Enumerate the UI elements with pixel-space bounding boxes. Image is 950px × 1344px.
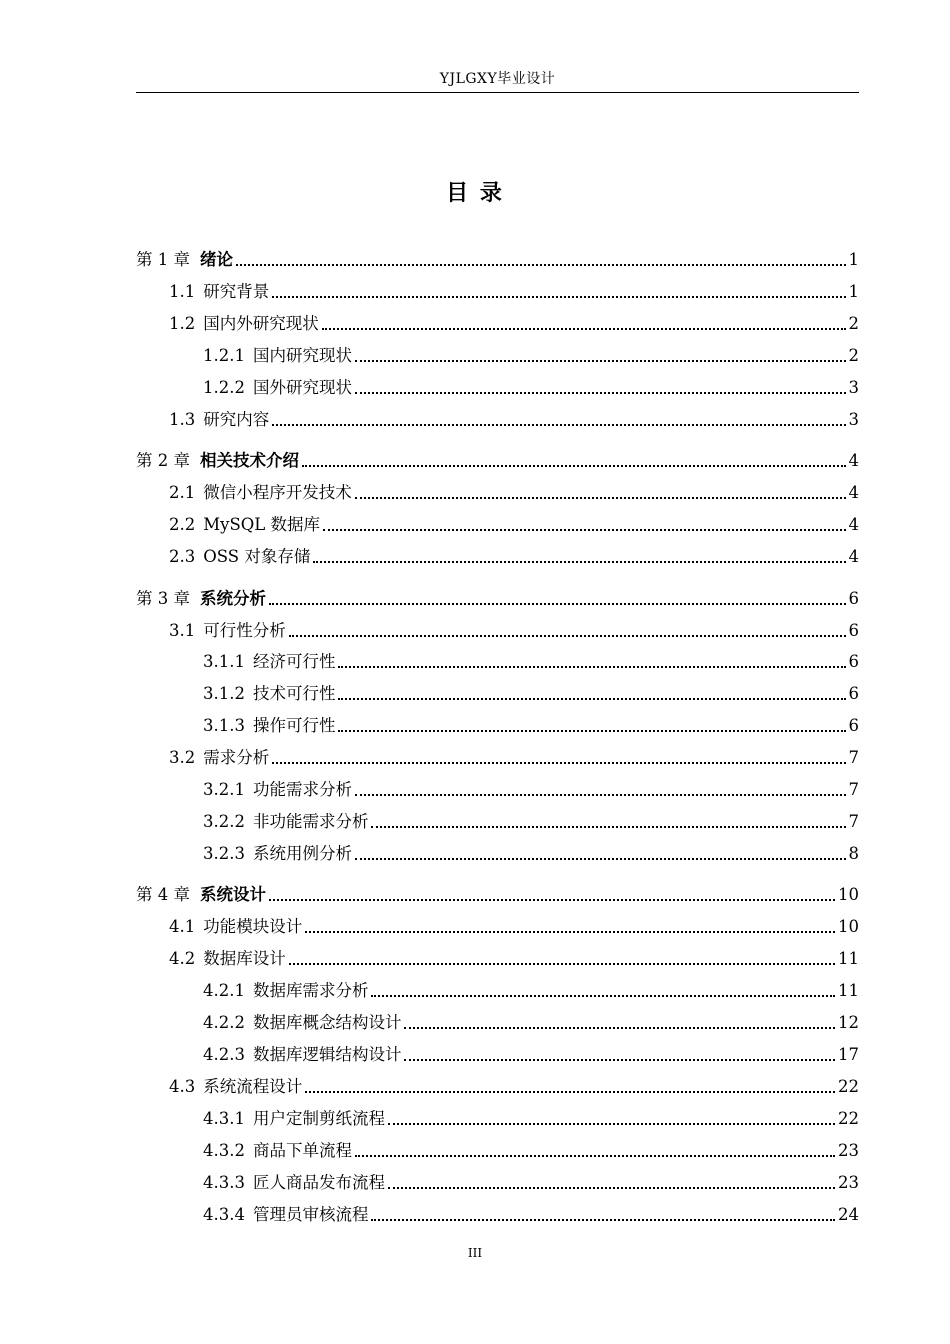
page-number: III [467,1246,483,1260]
toc-dot-leader [272,296,845,298]
toc-dot-leader [289,635,846,637]
toc-entry[interactable] [203,1043,859,1067]
toc-entry-page: 7 [848,780,859,799]
toc-entry-text: 经济可行性 [252,652,336,671]
toc-entry[interactable] [203,979,859,1003]
toc-entry-page: 6 [848,684,859,703]
toc-entry-label [169,481,352,505]
toc-entry[interactable] [203,682,859,706]
toc-entry[interactable] [203,376,859,400]
toc-entry-label [203,778,352,802]
toc-entry[interactable] [203,650,859,674]
toc-entry[interactable] [169,1075,859,1099]
toc-entry-label [169,1075,302,1099]
toc-entry[interactable] [203,842,859,866]
toc-dot-leader [272,762,845,764]
toc-entry[interactable] [136,587,859,611]
toc-entry-page: 10 [838,885,859,904]
toc-entry-page: 3 [848,410,859,429]
toc-entry-page: 17 [838,1045,859,1064]
toc-entry-label [169,915,302,939]
toc-entry-page: 2 [848,346,859,365]
toc-entry-label [169,746,269,770]
toc-entry-label [203,344,352,368]
toc-entry-text: 可行性分析 [203,621,286,640]
toc-entry-number: 4.2.1 [203,981,245,1000]
toc-entry-text: 系统分析 [200,589,266,608]
toc-entry-number: 3.2 [169,748,196,767]
toc-entry-page: 24 [838,1205,859,1224]
toc-entry-page: 4 [848,547,859,566]
toc-entry-label [169,280,269,304]
toc-entry[interactable] [169,746,859,770]
toc-entry-number: 1.2.2 [203,378,245,397]
toc-dot-leader [371,1219,835,1221]
toc-entry-number: 第 1 章 [136,250,190,269]
toc-entry-label [203,842,352,866]
toc-entry-label [169,619,286,643]
toc-dot-leader [302,465,846,467]
toc-dot-leader [388,1187,835,1189]
page-header: YJLGXY毕业设计 [136,66,859,93]
toc-entry-label [169,408,269,432]
toc-entry-page: 6 [848,652,859,671]
toc-entry-number: 2.2 [169,515,196,534]
toc-entry-page: 22 [838,1109,859,1128]
toc-entry-page: 3 [848,378,859,397]
toc-entry-text: 数据库逻辑结构设计 [252,1045,402,1064]
toc-entry-text: 研究背景 [203,282,270,301]
toc-entry-number: 3.2.1 [203,780,245,799]
toc-entry-label [203,1203,368,1227]
toc-entry[interactable] [203,810,859,834]
toc-entry-number: 3.1.2 [203,684,245,703]
toc-entry-text: 微信小程序开发技术 [203,483,352,502]
toc-dot-leader [269,899,835,901]
toc-entry[interactable] [136,248,859,272]
toc-entry[interactable] [136,883,859,907]
toc-entry-number: 4.3.3 [203,1173,245,1192]
toc-entry-label [203,1139,352,1163]
toc-dot-leader [305,931,835,933]
toc-entry-text: 国内研究现状 [252,346,352,365]
toc-dot-leader [338,730,845,732]
toc-entry-label [136,248,233,272]
toc-entry-page: 4 [848,451,859,470]
toc-entry-text: 功能需求分析 [252,780,352,799]
toc-entry-text: 操作可行性 [252,716,336,735]
toc-entry-page: 12 [838,1013,859,1032]
toc-entry[interactable] [169,481,859,505]
toc-entry-page: 7 [848,812,859,831]
toc-entry-page: 6 [848,716,859,735]
toc-entry-text: 研究内容 [203,410,270,429]
toc-entry-page: 23 [838,1173,859,1192]
toc-entry-number: 4.1 [169,917,196,936]
toc-dot-leader [355,392,846,394]
toc-entry-label [203,376,352,400]
toc-dot-leader [313,561,845,563]
toc-entry-label [203,714,335,738]
toc-entry-page: 1 [848,250,859,269]
toc-entry-number: 4.2.2 [203,1013,245,1032]
toc-dot-leader [338,698,845,700]
toc-entry-label [169,312,319,336]
toc-entry-number: 第 3 章 [136,589,190,608]
toc-entry-text: 系统用例分析 [252,844,352,863]
toc-entry-page: 23 [838,1141,859,1160]
toc-entry[interactable] [169,408,859,432]
toc-dot-leader [404,1027,835,1029]
toc-entry-number: 3.2.3 [203,844,245,863]
toc-entry-text: 系统流程设计 [203,1077,303,1096]
toc-entry-number: 2.1 [169,483,196,502]
toc-entry-number: 1.1 [169,282,196,301]
toc-dot-leader [323,529,846,531]
toc-entry-number: 1.3 [169,410,196,429]
toc-entry[interactable] [203,1107,859,1131]
toc-entry[interactable] [203,1171,859,1195]
toc-dot-leader [322,328,846,330]
toc-entry-page: 10 [838,917,859,936]
toc-entry-label [203,1011,401,1035]
toc-dot-leader [305,1091,835,1093]
toc-entry-text: 匠人商品发布流程 [252,1173,385,1192]
toc-dot-leader [404,1059,835,1061]
toc-entry-text: 数据库需求分析 [252,981,369,1000]
toc-entry[interactable] [169,947,859,971]
toc-entry-number: 2.3 [169,547,196,566]
toc-dot-leader [371,995,835,997]
toc-entry-text: 数据库概念结构设计 [252,1013,402,1032]
toc-entry-text: MySQL 数据库 [203,515,320,534]
toc-entry-number: 1.2 [169,314,196,333]
toc-entry-number: 3.1 [169,621,196,640]
toc-entry-page: 4 [848,515,859,534]
toc-entry-number: 3.2.2 [203,812,245,831]
toc-dot-leader [272,424,845,426]
toc-dot-leader [269,603,846,605]
toc-entry-page: 22 [838,1077,859,1096]
toc-entry-label [169,545,310,569]
toc-entry-text: 商品下单流程 [252,1141,352,1160]
toc-dot-leader [289,963,835,965]
toc-dot-leader [355,1155,835,1157]
toc-dot-leader [338,666,845,668]
toc-entry[interactable] [169,312,859,336]
toc-entry-page: 4 [848,483,859,502]
toc-entry-label [203,810,368,834]
toc-entry-label [169,947,286,971]
toc-entry-label [203,650,335,674]
toc-entry-label [203,1171,385,1195]
toc-dot-leader [388,1123,835,1125]
toc-entry-number: 4.3.4 [203,1205,245,1224]
toc-entry-page: 6 [848,589,859,608]
toc-entry-label [203,682,335,706]
toc-entry-text: 相关技术介绍 [200,451,299,470]
toc-entry-label [136,449,299,473]
toc-entry-number: 4.3.2 [203,1141,245,1160]
toc-entry[interactable] [203,1203,859,1227]
toc-entry[interactable] [203,1011,859,1035]
toc-entry-number: 4.2 [169,949,196,968]
toc-entry-page: 2 [848,314,859,333]
toc-entry[interactable] [169,619,859,643]
toc-entry[interactable] [169,513,859,537]
toc-entry[interactable] [203,1139,859,1163]
toc-entry-label [169,513,320,537]
toc-entry-label [203,979,368,1003]
toc-entry-number: 3.1.1 [203,652,245,671]
toc-entry-label [136,883,266,907]
toc-entry[interactable] [203,714,859,738]
toc-entry-page: 11 [838,981,859,1000]
toc-dot-leader [371,826,845,828]
toc-entry-page: 1 [848,282,859,301]
toc-entry[interactable] [169,280,859,304]
toc-dot-leader [236,264,846,266]
toc-entry-text: 需求分析 [203,748,270,767]
toc-entry-text: 国内外研究现状 [203,314,319,333]
toc-entry-label [136,587,266,611]
toc-entry-number: 4.3 [169,1077,196,1096]
toc-entry-text: 绪论 [200,250,233,269]
toc-entry[interactable] [203,778,859,802]
toc-title: 目 录 [446,180,504,206]
toc-entry[interactable] [203,344,859,368]
toc-entry-text: 系统设计 [200,885,266,904]
toc-entry-number: 1.2.1 [203,346,245,365]
toc-entry[interactable] [169,545,859,569]
toc-entry-text: 国外研究现状 [252,378,352,397]
toc-entry-number: 4.2.3 [203,1045,245,1064]
toc-entry-text: 管理员审核流程 [252,1205,369,1224]
toc-entry-number: 3.1.3 [203,716,245,735]
toc-dot-leader [355,794,846,796]
toc-entry-label [203,1043,401,1067]
toc-entry-text: 技术可行性 [252,684,336,703]
toc-dot-leader [355,497,846,499]
toc-entry-number: 第 4 章 [136,885,190,904]
toc-entry-page: 7 [848,748,859,767]
toc-entry-text: 功能模块设计 [203,917,303,936]
toc-entry[interactable] [169,915,859,939]
toc-entry-text: OSS 对象存储 [203,547,311,566]
toc-entry-label [203,1107,385,1131]
toc-entry[interactable] [136,449,859,473]
toc-entry-number: 第 2 章 [136,451,190,470]
toc-entry-text: 数据库设计 [203,949,286,968]
toc-entry-number: 4.3.1 [203,1109,245,1128]
toc-entry-page: 8 [848,844,859,863]
toc-dot-leader [355,858,846,860]
toc-dot-leader [355,360,846,362]
toc-entry-text: 用户定制剪纸流程 [252,1109,385,1128]
toc-entry-page: 11 [838,949,859,968]
toc-entry-text: 非功能需求分析 [252,812,369,831]
toc-entry-page: 6 [848,621,859,640]
